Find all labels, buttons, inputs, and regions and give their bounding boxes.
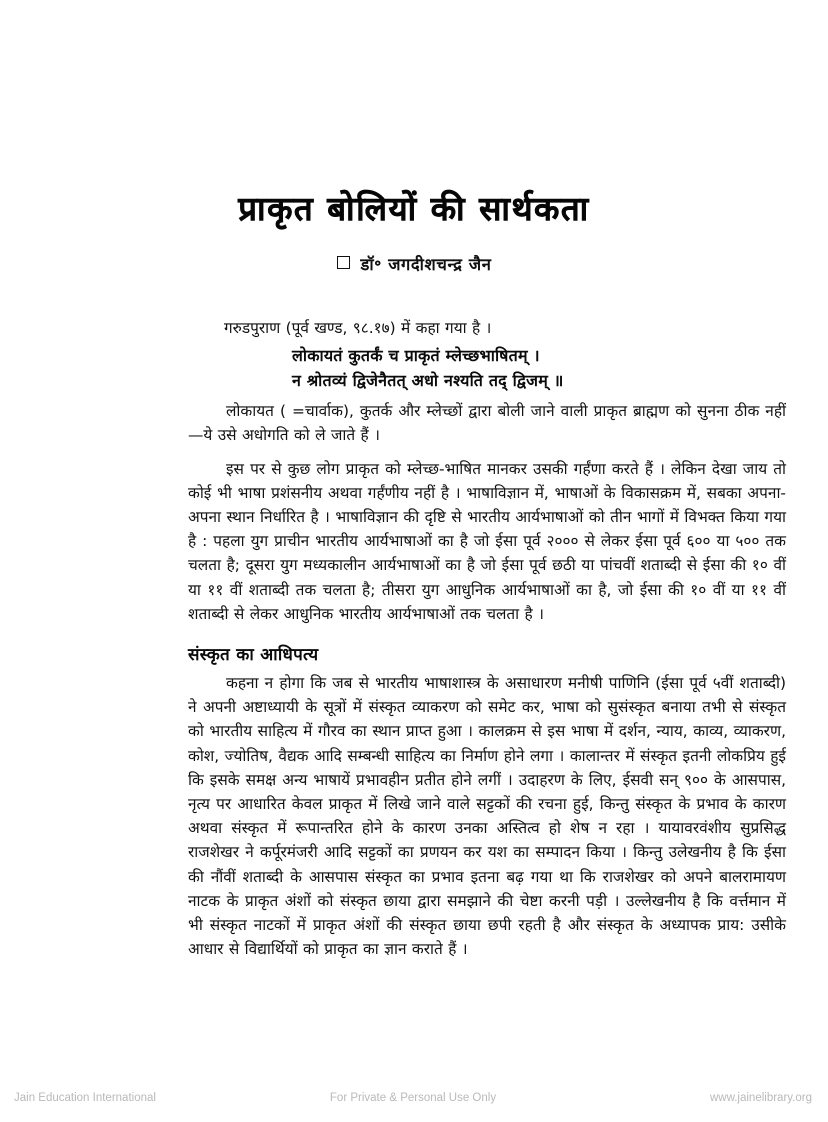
text-column xyxy=(188,316,786,961)
verse-gloss: लोकायत ( =चार्वाक), कुतर्क और म्लेच्छों द्वारा बोली जाने वाली प्राकृत ब्राह्मण को सुनना ठीक नहीं—ये उसे अधोगति को ले जाते हैं । xyxy=(188,402,786,445)
author-name: डॉ॰ जगदीशचन्द्र जैन xyxy=(360,255,492,274)
square-bullet-icon xyxy=(337,256,350,269)
page-title: प्राकृत बोलियों की सार्थकता xyxy=(238,189,590,228)
section-gap xyxy=(188,626,786,642)
paragraph-gap xyxy=(188,448,786,457)
sanskrit-verse xyxy=(188,343,786,393)
author-byline xyxy=(0,252,828,275)
footer-organization: Jain Education International xyxy=(14,1092,156,1104)
footer-website[interactable]: www.jainelibrary.org xyxy=(709,1092,812,1104)
paragraph-two: कहना न होगा कि जब से भारतीय भाषाशास्त्र के असाधारण मनीषी पाणिनि (ईसा पूर्व ५वीं शताब्दी) ने अपनी अष्टाध्यायी के सूत्रों में संस्कृत व्याकरण को समेट कर, भाषा को सुसंस्कृत बनाया तभी से संस्कृत को भारतीय साहित्य में गौरव का स्थान प्राप्त हुआ । कालक्रम से इस भाषा में दर्शन, न्याय, काव्य, व्याकरण, कोश, ज्योतिष, वैद्यक आदि सम्बन्धी साहित्य का निर्माण होने लगा । कालान्तर में संस्कृत इतनी लोकप्रिय हुई कि इसके समक्ष अन्य भाषायें प्रभावहीन प्रतीत होने लगीं । उदाहरण के लिए, ईसवी सन् ९०० के आसपास, नृत्य पर आधारित केवल प्राकृत में लिखे जाने वाले सट्टकों की रचना हुई, किन्तु संस्कृत के प्रभाव के कारण अथवा संस्कृत में रूपान्तरित होने के कारण उनका अस्तित्व हो शेष न रहा । यायावरवंशीय सुप्रसिद्ध राजशेखर ने कर्पूरमंजरी आदि सट्टकों का प्रणयन कर यश का सम्पादन किया । किन्तु उलेखनीय है कि ईसा की नौंवीं शताब्दी के आसपास संस्कृत का प्रभाव इतना बढ़ गया था कि राजशेखर को अपने बालरामायण नाटक के प्राकृत अंशों को संस्कृत छाया द्वारा समझाने की चेष्टा करनी पड़ी । उल्लेखनीय है कि वर्त्तमान में भी संस्कृत नाटकों में प्राकृत अंशों की संस्कृत छाया छपी रहती है और संस्कृत के अध्यापक प्राय: उसीके आधार से विद्यार्थियों को प्राकृत का ज्ञान कराते हैं । xyxy=(188,674,786,959)
verse-line-1: लोकायतं कुतर्कं च प्राकृतं म्लेच्छभाषितम् । xyxy=(292,346,540,366)
title-block xyxy=(0,188,828,229)
footer-usage-notice: For Private & Personal Use Only xyxy=(329,1092,497,1104)
page-footer xyxy=(0,1092,828,1104)
verse-line-2: न श्रोतव्यं द्विजेनैतत् अधो नश्यति तद् द्विजम् ॥ xyxy=(292,371,564,391)
intro-line: गरुडपुराण (पूर्व खण्ड, ९८.१७) में कहा गया है । xyxy=(224,319,492,337)
paragraph-one: इस पर से कुछ लोग प्राकृत को म्लेच्छ-भाषित मानकर उसकी गर्हंणा करते हैं । लेकिन देखा जाय तो कोई भी भाषा प्रशंसनीय अथवा गर्हंणीय नहीं है । भाषाविज्ञान में, भाषाओं के विकासक्रम में, सबका अपना-अपना स्थान निर्धारित है । भाषाविज्ञान की दृष्टि से भारतीय आर्यभाषाओं को तीन भागों में विभक्त किया गया है : पहला युग प्राचीन भारतीय आर्यभाषाओं का है जो ईसा पूर्व २००० से लेकर ईसा पूर्व ६०० या ५०० तक चलता है; दूसरा युग मध्यकालीन आर्यभाषाओं का है जो ईसा पूर्व छठी या पांचवीं शताब्दी से ईसा की १० वीं या ११ वीं शताब्दी तक चलता है; तीसरा युग आधुनिक आर्यभाषाओं का है, जो ईसा की १० वीं या ११ वीं शताब्दी से लेकर आधुनिक भारतीय आर्यभाषाओं तक चलता है । xyxy=(188,459,786,623)
section-heading: संस्कृत का आधिपत्य xyxy=(188,645,319,666)
